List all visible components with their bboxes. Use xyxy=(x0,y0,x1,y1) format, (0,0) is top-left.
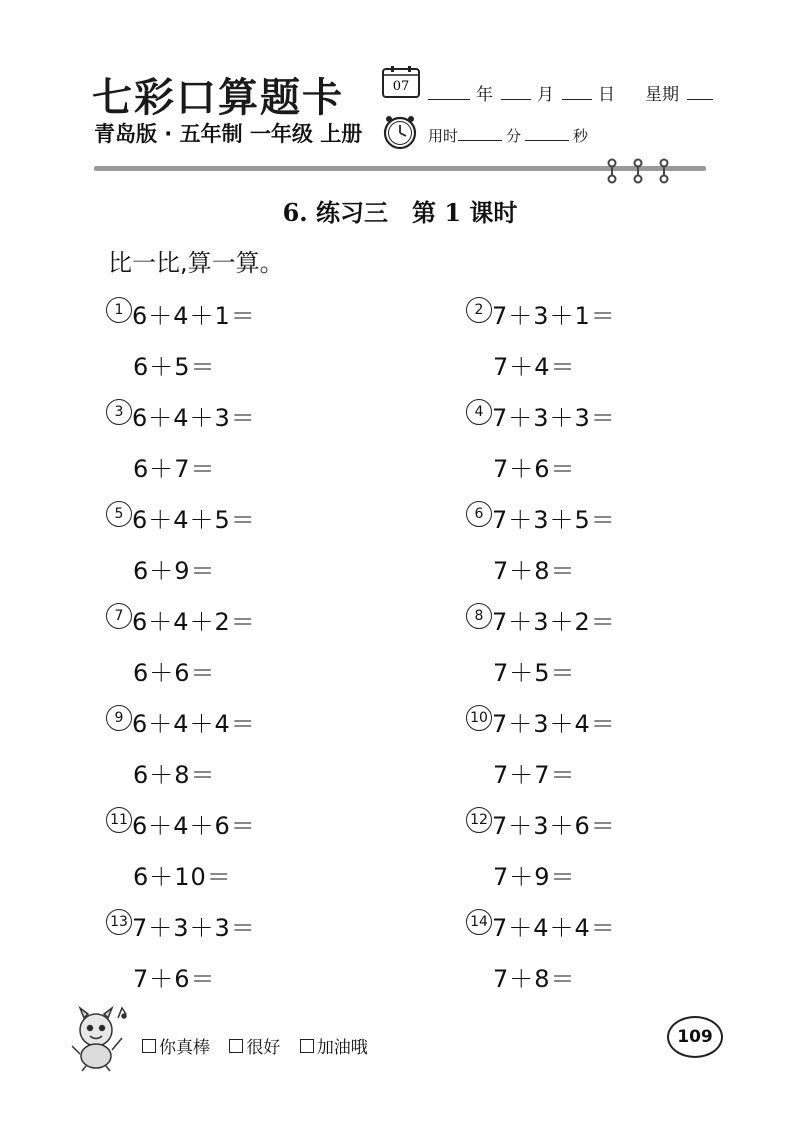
problem-2 xyxy=(466,296,666,328)
page-number: 109 xyxy=(667,1016,723,1058)
problem-10 xyxy=(466,704,666,736)
problem-9 xyxy=(106,704,306,736)
problem-expression[interactable]: 6＋4＋1＝ xyxy=(132,302,256,330)
problem-number: 3 xyxy=(106,399,132,425)
problem-number: 10 xyxy=(466,705,492,731)
problem-12 xyxy=(466,806,666,838)
problem-11 xyxy=(106,806,306,838)
brand-title: 七彩口算题卡 xyxy=(92,74,344,121)
problem-8 xyxy=(466,602,666,634)
time-line xyxy=(428,125,588,146)
self-rating xyxy=(142,1033,382,1058)
problem-4 xyxy=(466,398,666,430)
rating-option[interactable] xyxy=(300,1033,368,1058)
problem-expression[interactable]: 7＋3＋3＝ xyxy=(492,404,616,432)
problem-expression[interactable]: 6＋4＋6＝ xyxy=(132,812,256,840)
problem-8-compare[interactable]: 7＋5＝ xyxy=(493,659,576,687)
problem-number: 7 xyxy=(106,603,132,629)
clock-icon xyxy=(382,114,418,150)
checkbox[interactable] xyxy=(229,1039,243,1053)
second-blank[interactable] xyxy=(525,128,569,141)
problem-13-compare[interactable]: 7＋6＝ xyxy=(133,965,216,993)
day-blank[interactable] xyxy=(562,85,592,100)
problem-number: 14 xyxy=(466,909,492,935)
problem-expression[interactable]: 6＋4＋4＝ xyxy=(132,710,256,738)
weekday-label: 星期 xyxy=(645,85,679,105)
day-label: 日 xyxy=(598,85,615,105)
rating-option[interactable] xyxy=(142,1033,210,1058)
second-label: 秒 xyxy=(573,127,589,145)
problem-number: 8 xyxy=(466,603,492,629)
time-label: 用时 xyxy=(428,127,459,145)
rating-label: 很好 xyxy=(246,1038,281,1058)
problem-14-compare[interactable]: 7＋8＝ xyxy=(493,965,576,993)
problem-expression[interactable]: 7＋3＋3＝ xyxy=(132,914,256,942)
problem-3 xyxy=(106,398,306,430)
problem-number: 13 xyxy=(106,909,132,935)
problem-5 xyxy=(106,500,306,532)
checkbox[interactable] xyxy=(300,1039,314,1053)
problem-7 xyxy=(106,602,306,634)
problem-6-compare[interactable]: 7＋8＝ xyxy=(493,557,576,585)
problem-number: 6 xyxy=(466,501,492,527)
minute-label: 分 xyxy=(506,127,522,145)
problem-expression[interactable]: 6＋4＋3＝ xyxy=(132,404,256,432)
calendar-day: 07 xyxy=(392,79,410,94)
problem-expression[interactable]: 7＋3＋6＝ xyxy=(492,812,616,840)
problem-11-compare[interactable]: 6＋10＝ xyxy=(133,863,232,891)
problem-12-compare[interactable]: 7＋9＝ xyxy=(493,863,576,891)
minute-blank[interactable] xyxy=(458,128,502,141)
problem-number: 4 xyxy=(466,399,492,425)
problem-4-compare[interactable]: 7＋6＝ xyxy=(493,455,576,483)
rating-option[interactable] xyxy=(229,1033,280,1058)
problem-14 xyxy=(466,908,666,940)
problem-1-compare[interactable]: 6＋5＝ xyxy=(133,353,216,381)
problem-expression[interactable]: 7＋3＋4＝ xyxy=(492,710,616,738)
problem-number: 5 xyxy=(106,501,132,527)
problem-expression[interactable]: 7＋4＋4＝ xyxy=(492,914,616,942)
checkbox[interactable] xyxy=(142,1039,156,1053)
calendar-icon xyxy=(381,64,421,100)
mascot-icon xyxy=(66,1000,136,1072)
problem-number: 11 xyxy=(106,807,132,833)
problem-1 xyxy=(106,296,306,328)
problem-2-compare[interactable]: 7＋4＝ xyxy=(493,353,576,381)
problem-13 xyxy=(106,908,306,940)
problem-number: 2 xyxy=(466,297,492,323)
problem-3-compare[interactable]: 6＋7＝ xyxy=(133,455,216,483)
problem-expression[interactable]: 7＋3＋2＝ xyxy=(492,608,616,636)
problem-number: 1 xyxy=(106,297,132,323)
lesson-title: 6. 练习三 第 1 课时 xyxy=(282,198,518,227)
problem-6 xyxy=(466,500,666,532)
binder-rings-icon xyxy=(600,158,680,184)
month-label: 月 xyxy=(537,85,554,105)
problem-expression[interactable]: 6＋4＋5＝ xyxy=(132,506,256,534)
year-label: 年 xyxy=(476,85,493,105)
month-blank[interactable] xyxy=(501,85,531,100)
problem-10-compare[interactable]: 7＋7＝ xyxy=(493,761,576,789)
problem-9-compare[interactable]: 6＋8＝ xyxy=(133,761,216,789)
instruction: 比一比,算一算。 xyxy=(108,249,284,277)
rating-label: 你真棒 xyxy=(159,1038,210,1058)
problem-expression[interactable]: 6＋4＋2＝ xyxy=(132,608,256,636)
edition-label: 青岛版 · 五年制 一年级 上册 xyxy=(94,122,363,146)
problem-number: 9 xyxy=(106,705,132,731)
problem-7-compare[interactable]: 6＋6＝ xyxy=(133,659,216,687)
problem-number: 12 xyxy=(466,807,492,833)
weekday-blank[interactable] xyxy=(687,85,713,100)
year-blank[interactable] xyxy=(428,85,470,100)
problem-expression[interactable]: 7＋3＋5＝ xyxy=(492,506,616,534)
rating-label: 加油哦 xyxy=(316,1038,368,1058)
problem-expression[interactable]: 7＋3＋1＝ xyxy=(492,302,616,330)
problem-5-compare[interactable]: 6＋9＝ xyxy=(133,557,216,585)
date-line xyxy=(428,80,713,105)
